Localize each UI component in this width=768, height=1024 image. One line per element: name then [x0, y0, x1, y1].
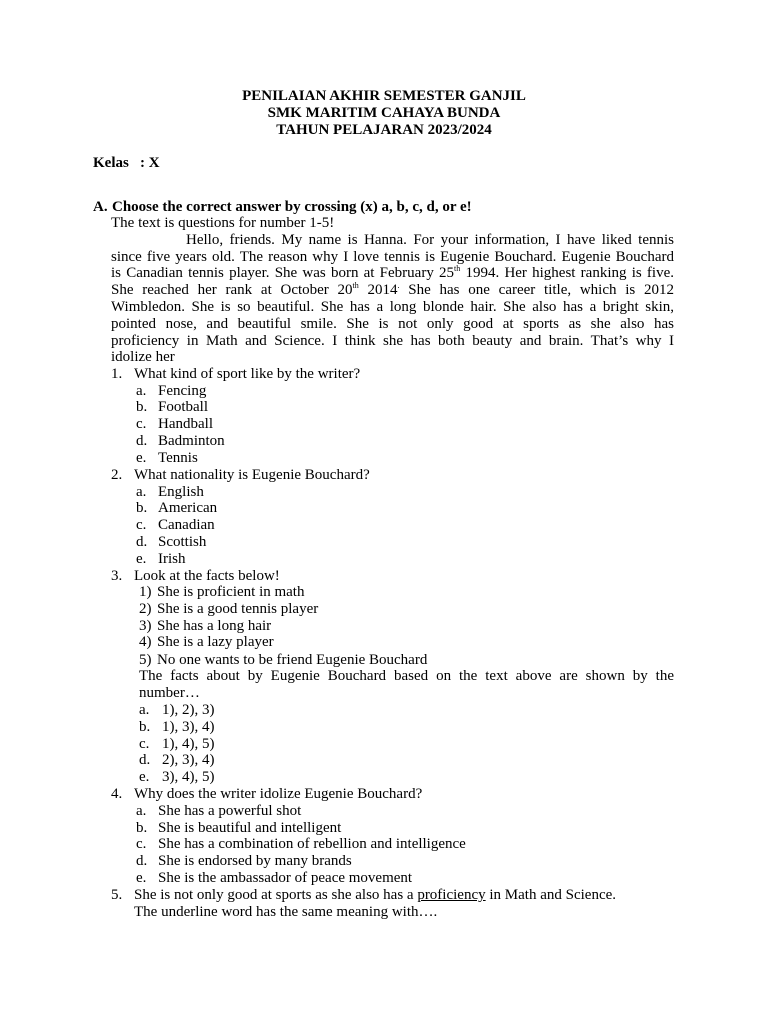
superscript: .: [397, 281, 400, 290]
fact-number: 4): [139, 634, 152, 650]
question-number: 4.: [111, 786, 123, 802]
fact-number: 2): [139, 601, 152, 617]
question-number: 2.: [111, 467, 123, 483]
question-stem: The underline word has the same meaning with….: [134, 904, 438, 920]
option-letter: b.: [136, 820, 148, 836]
option-text: 2), 3), 4): [162, 752, 215, 768]
option-text: She is beautiful and intelligent: [158, 820, 342, 836]
question-text: Why does the writer idolize Eugenie Bouchard?: [134, 786, 423, 802]
option-letter: a.: [136, 383, 147, 399]
question-text: What kind of sport like by the writer?: [134, 366, 361, 382]
fact-number: 1): [139, 584, 152, 600]
underlined-word: proficiency: [417, 887, 486, 903]
option-letter: b.: [136, 399, 148, 415]
option-letter: d.: [136, 534, 148, 550]
option-text: Canadian: [158, 517, 215, 533]
question-text-part: She is not only good at sports as she also has a: [134, 887, 418, 903]
option-text: Handball: [158, 416, 213, 432]
option-text: She is endorsed by many brands: [158, 853, 352, 869]
fact-text: She has a long hair: [157, 618, 272, 634]
passage-text: is Canadian tennis player. She was born at February 25: [111, 265, 455, 281]
passage-line: [111, 282, 674, 299]
header-year: TAHUN PELAJARAN 2023/2024: [276, 122, 492, 138]
question-text-part: in Math and Science.: [485, 887, 617, 903]
passage-line: [111, 265, 674, 282]
option-text: 1), 2), 3): [162, 702, 215, 718]
option-letter: c.: [139, 736, 150, 752]
option-text: Badminton: [158, 433, 225, 449]
superscript: th: [454, 264, 461, 273]
option-letter: c.: [136, 416, 147, 432]
question-stem: The facts about by Eugenie Bouchard based on the text above are shown by the: [139, 668, 674, 684]
passage-text: She reached her rank at October 20: [111, 282, 353, 298]
fact-text: No one wants to be friend Eugenie Bouchard: [157, 652, 428, 668]
passage-text: She has one career title, which is 2012: [399, 282, 675, 298]
option-text: American: [158, 500, 218, 516]
passage-text: 1994. Her highest ranking is five.: [460, 265, 674, 281]
option-text: 1), 3), 4): [162, 719, 215, 735]
superscript: th: [352, 281, 359, 290]
option-letter: a.: [139, 702, 150, 718]
option-text: She has a powerful shot: [158, 803, 302, 819]
option-text: She has a combination of rebellion and intelligence: [158, 836, 466, 852]
passage-text: 2014: [358, 282, 398, 298]
section-instruction: Choose the correct answer by crossing (x) a, b, c, d, or e!: [112, 199, 472, 215]
option-letter: c.: [136, 836, 147, 852]
question-text: [134, 887, 616, 904]
question-number: 1.: [111, 366, 123, 382]
question-stem: number…: [139, 685, 200, 701]
question-text: What nationality is Eugenie Bouchard?: [134, 467, 370, 483]
option-letter: c.: [136, 517, 147, 533]
option-letter: a.: [136, 484, 147, 500]
header-title: PENILAIAN AKHIR SEMESTER GANJIL: [242, 88, 526, 104]
passage-line: since five years old. The reason why I love tennis is Eugenie Bouchard. Eugenie Bouchard: [111, 249, 674, 265]
fact-text: She is proficient in math: [157, 584, 305, 600]
option-text: Fencing: [158, 383, 207, 399]
passage-line: proficiency in Math and Science. I think she has both beauty and brain. That’s why I: [111, 333, 674, 349]
option-letter: e.: [139, 769, 150, 785]
option-text: She is the ambassador of peace movement: [158, 870, 413, 886]
kelas-label: Kelas: [93, 155, 129, 171]
passage-line: idolize her: [111, 349, 175, 365]
passage-line: Hello, friends. My name is Hanna. For your information, I have liked tennis: [186, 232, 674, 248]
option-letter: d.: [136, 433, 148, 449]
option-letter: b.: [139, 719, 151, 735]
option-letter: e.: [136, 450, 147, 466]
option-letter: d.: [139, 752, 151, 768]
option-text: English: [158, 484, 204, 500]
option-letter: b.: [136, 500, 148, 516]
option-text: Football: [158, 399, 209, 415]
option-text: 1), 4), 5): [162, 736, 215, 752]
kelas-value: : X: [140, 155, 160, 171]
fact-text: She is a good tennis player: [157, 601, 319, 617]
option-text: Tennis: [158, 450, 198, 466]
option-letter: e.: [136, 551, 147, 567]
question-number: 5.: [111, 887, 123, 903]
question-number: 3.: [111, 568, 123, 584]
section-marker: A.: [93, 199, 108, 215]
option-letter: d.: [136, 853, 148, 869]
section-intro: The text is questions for number 1-5!: [111, 215, 335, 231]
fact-text: She is a lazy player: [157, 634, 274, 650]
fact-number: 3): [139, 618, 152, 634]
option-text: Irish: [158, 551, 186, 567]
option-letter: e.: [136, 870, 147, 886]
option-text: Scottish: [158, 534, 207, 550]
header-school: SMK MARITIM CAHAYA BUNDA: [267, 105, 501, 121]
option-text: 3), 4), 5): [162, 769, 215, 785]
option-letter: a.: [136, 803, 147, 819]
passage-line: Wimbledon. She is so beautiful. She has a long blonde hair. She also has a bright skin,: [111, 299, 674, 315]
passage-line: pointed nose, and beautiful smile. She is not only good at sports as she also has: [111, 316, 674, 332]
question-text: Look at the facts below!: [134, 568, 280, 584]
fact-number: 5): [139, 652, 152, 668]
